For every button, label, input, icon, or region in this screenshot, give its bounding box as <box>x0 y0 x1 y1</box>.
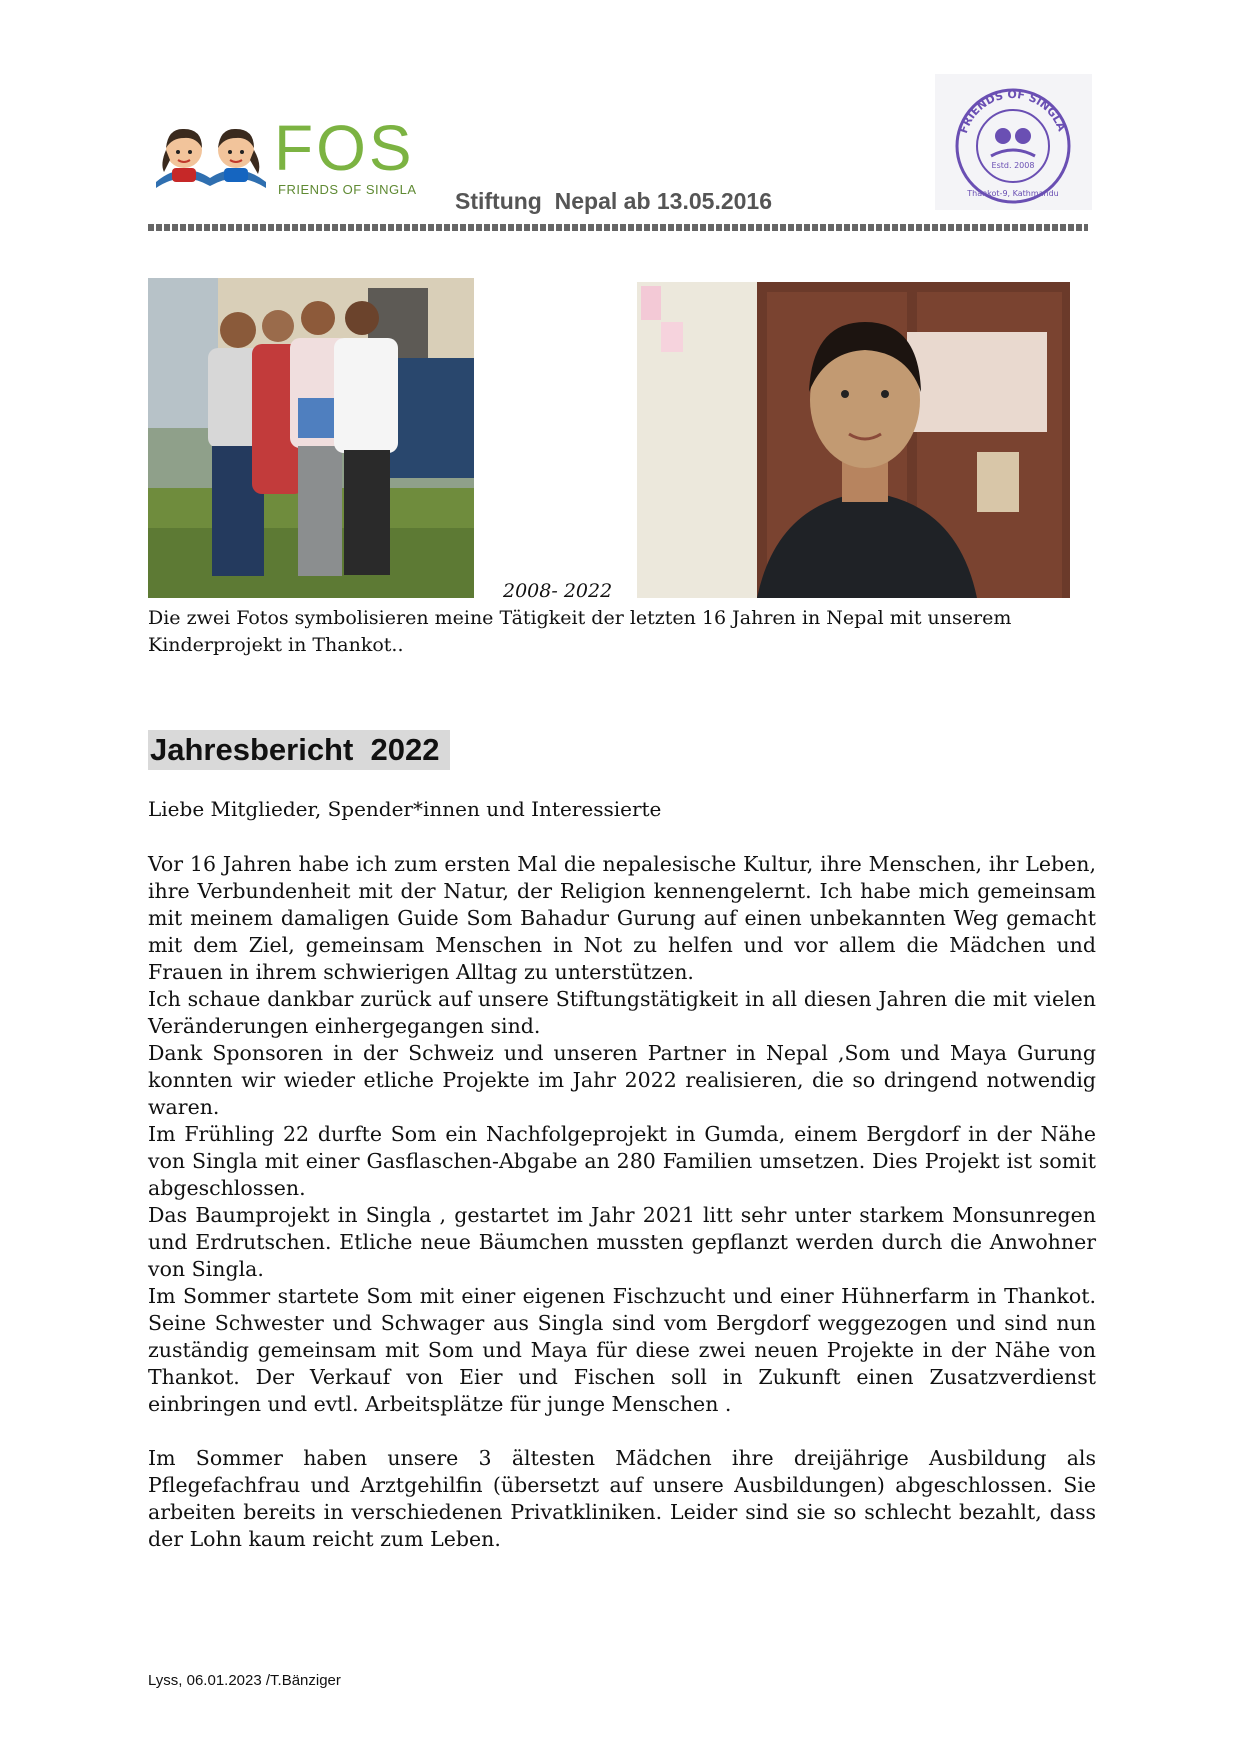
paragraph: Vor 16 Jahren habe ich zum ersten Mal die nepalesische Kultur, ihre Menschen, ihr Leben, ihre Verbundenheit mit der Natur, der Religion kennengelernt. Ich habe mich gemeinsam mit meinem damaligen Guide Som Bahadur Gurung auf einen unbekannten Weg gemacht mit dem Ziel, gemeinsam Menschen in Not zu helfen und vor allem die Mädchen und Frauen in ihrem schwierigen Alltag zu unterstützen. <box>148 852 1096 984</box>
svg-text:FRIENDS OF SINGLA <box>957 88 1069 135</box>
paragraph: Ich schaue dankbar zurück auf unsere Stiftungstätigkeit in all diesen Jahren die mit vielen Veränderungen einhergegangen sind. <box>148 987 1096 1038</box>
paragraph: Das Baumprojekt in Singla , gestartet im Jahr 2021 litt sehr unter starkem Monsunregen und Erdrutschen. Etliche neue Bäumchen mussten gepflanzt werden durch die Anwohner von Singla. <box>148 1203 1096 1281</box>
logo-wordmark: FOS <box>274 112 415 184</box>
report-heading: Jahresbericht 2022 <box>148 730 450 770</box>
paragraph: Dank Sponsoren in der Schweiz und unseren Partner in Nepal ,Som und Maya Gurung konnten wir wieder etliche Projekte im Jahr 2022 realisieren, die so dringend notwendig waren. <box>148 1041 1096 1119</box>
group-photo <box>148 278 474 598</box>
photo-year-caption: 2008- 2022 <box>503 580 613 602</box>
children-logo-icon <box>152 120 270 200</box>
greeting: Liebe Mitglieder, Spender*innen und Interessierte <box>148 797 662 821</box>
paragraph: Im Frühling 22 durfte Som ein Nachfolgeprojekt in Gumda, einem Bergdorf in der Nähe von Singla mit einer Gasflaschen-Abgabe an 280 Familien umsetzen. Dies Projekt ist somit abgeschlossen. <box>148 1122 1096 1200</box>
fos-logo <box>152 112 422 205</box>
header-divider <box>148 224 1088 231</box>
foundation-stamp <box>935 74 1092 210</box>
report-body <box>148 851 1096 1553</box>
stamp-established: Estd. 2008 <box>991 161 1035 170</box>
paragraph: Im Sommer haben unsere 3 ältesten Mädchen ihre dreijährige Ausbildung als Pflegefachfrau und Arztgehilfin (übersetzt auf unsere Ausbildungen) abgeschlossen. Sie arbeiten bereits in verschiedenen Privatkliniken. Leider sind sie so schlecht bezahlt, dass der Lohn kaum reicht zum Leben. <box>148 1446 1096 1551</box>
logo-subtitle: FRIENDS OF SINGLA <box>278 182 417 197</box>
stamp-seal-icon <box>935 74 1092 210</box>
paragraph: Im Sommer startete Som mit einer eigenen Fischzucht und einer Hühnerfarm in Thankot. Seine Schwester und Schwager aus Singla sind vom Bergdorf weggezogen und sind nun zuständig gemeinsam mit Som und Maya für diese zwei neuen Projekte in der Nähe von Thankot. Der Verkauf von Eier und Fischen soll in Zukunft einen Zusatzverdienst einbringen und evtl. Arbeitsplätze für junge Menschen . <box>148 1284 1096 1416</box>
portrait-photo <box>637 282 1070 598</box>
document-header-title: Stiftung Nepal ab 13.05.2016 <box>455 188 773 214</box>
stamp-address: Thankot-9, Kathmandu <box>967 189 1059 198</box>
footer-signature: Lyss, 06.01.2023 /T.Bänziger <box>148 1672 341 1689</box>
stamp-arc-text: FRIENDS OF SINGLA <box>956 87 1069 136</box>
photo-caption: Die zwei Fotos symbolisieren meine Tätigkeit der letzten 16 Jahren in Nepal mit unserem Kinderprojekt in Thankot.. <box>148 607 1012 656</box>
